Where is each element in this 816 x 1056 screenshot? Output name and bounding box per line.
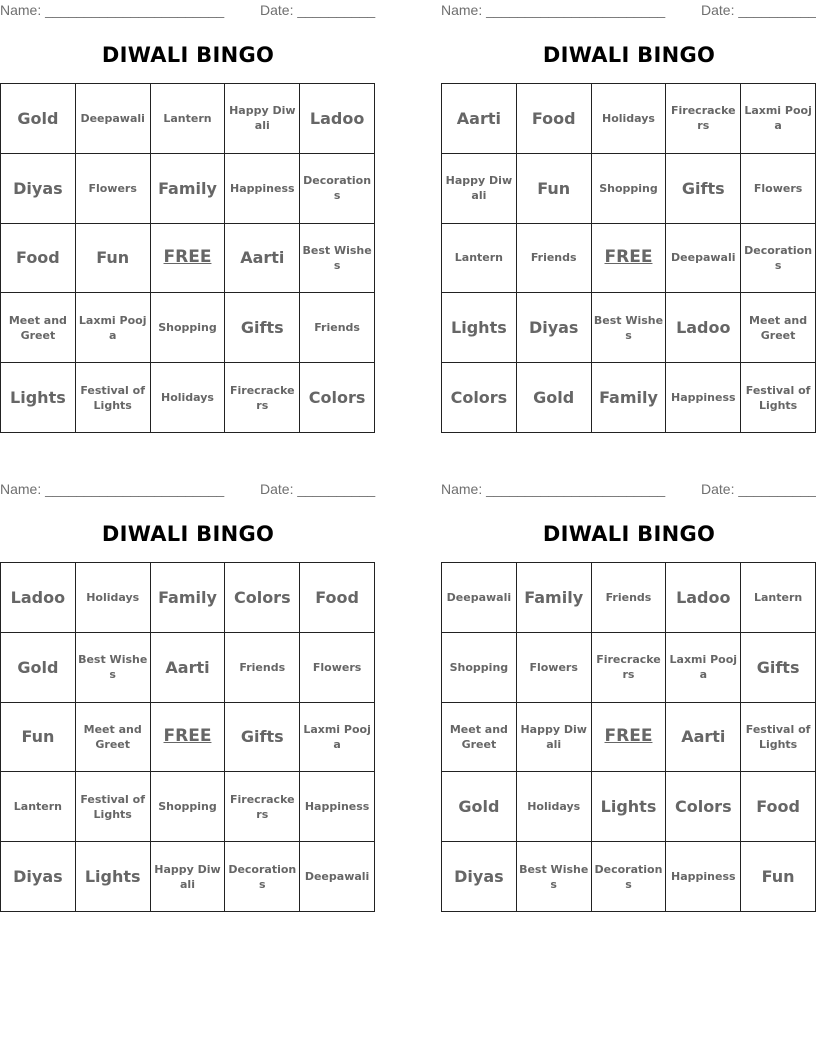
bingo-cell: Food <box>517 84 592 154</box>
bingo-cell: Gold <box>1 84 76 154</box>
bingo-grid <box>0 83 375 433</box>
name-field: Name: _______________________ <box>0 481 225 497</box>
bingo-cell: Friends <box>225 633 300 703</box>
bingo-cell: Deepawali <box>300 842 375 912</box>
bingo-cell: Laxmi Pooja <box>741 84 816 154</box>
bingo-cell: Best Wishes <box>300 224 375 294</box>
bingo-cell: Holidays <box>76 563 151 633</box>
bingo-cell: Decorations <box>225 842 300 912</box>
bingo-cell: Friends <box>517 224 592 294</box>
bingo-cell: Aarti <box>666 703 741 773</box>
bingo-cell: Food <box>1 224 76 294</box>
bingo-cell: Festival of Lights <box>741 363 816 433</box>
bingo-cell: Family <box>517 563 592 633</box>
bingo-cell: Laxmi Pooja <box>76 293 151 363</box>
card-title: DIWALI BINGO <box>542 522 716 546</box>
bingo-cell: Lantern <box>1 772 76 842</box>
date-field: Date: __________ <box>701 2 816 18</box>
name-field: Name: _______________________ <box>0 2 225 18</box>
bingo-cell: Decorations <box>592 842 667 912</box>
card-header-fields <box>0 481 376 501</box>
bingo-cell: Flowers <box>300 633 375 703</box>
bingo-cell: Festival of Lights <box>76 772 151 842</box>
bingo-cell: Lights <box>592 772 667 842</box>
bingo-cell: Lantern <box>442 224 517 294</box>
bingo-cell: Lantern <box>741 563 816 633</box>
bingo-cell: Food <box>300 563 375 633</box>
bingo-cell: Meet and Greet <box>76 703 151 773</box>
bingo-grid <box>441 83 816 433</box>
bingo-cell: Firecrackers <box>666 84 741 154</box>
bingo-cell: Firecrackers <box>225 363 300 433</box>
bingo-cell: Lights <box>442 293 517 363</box>
bingo-grid <box>0 562 375 912</box>
bingo-cell: Decorations <box>300 154 375 224</box>
bingo-cell: Happy Diwali <box>442 154 517 224</box>
bingo-cell: Laxmi Pooja <box>300 703 375 773</box>
bingo-card-1 <box>0 0 376 432</box>
bingo-cell: Happiness <box>300 772 375 842</box>
bingo-cell: Lights <box>76 842 151 912</box>
bingo-cell: Fun <box>741 842 816 912</box>
bingo-cell: Diyas <box>1 842 76 912</box>
date-field: Date: __________ <box>701 481 816 497</box>
bingo-cell: Food <box>741 772 816 842</box>
free-space-cell: FREE <box>151 703 226 773</box>
bingo-cell: Festival of Lights <box>76 363 151 433</box>
bingo-cell: Happiness <box>666 363 741 433</box>
bingo-cell: Meet and Greet <box>1 293 76 363</box>
card-title: DIWALI BINGO <box>101 522 275 546</box>
bingo-cell: Holidays <box>151 363 226 433</box>
bingo-cell: Aarti <box>225 224 300 294</box>
card-header-fields <box>0 2 376 22</box>
bingo-cell: Happy Diwali <box>151 842 226 912</box>
name-field: Name: _______________________ <box>441 2 666 18</box>
free-space-cell: FREE <box>592 703 667 773</box>
bingo-cell: Aarti <box>151 633 226 703</box>
card-header-fields <box>441 2 816 22</box>
bingo-cell: Ladoo <box>300 84 375 154</box>
bingo-cell: Meet and Greet <box>442 703 517 773</box>
card-title: DIWALI BINGO <box>542 43 716 67</box>
bingo-cell: Ladoo <box>666 563 741 633</box>
bingo-cell: Colors <box>225 563 300 633</box>
card-title: DIWALI BINGO <box>101 43 275 67</box>
bingo-cell: Gifts <box>741 633 816 703</box>
bingo-cell: Shopping <box>151 293 226 363</box>
bingo-cell: Gifts <box>666 154 741 224</box>
bingo-cell: Gold <box>517 363 592 433</box>
bingo-cell: Friends <box>300 293 375 363</box>
bingo-card-4 <box>441 479 816 911</box>
bingo-cell: Deepawali <box>442 563 517 633</box>
bingo-cell: Deepawali <box>666 224 741 294</box>
bingo-cell: Meet and Greet <box>741 293 816 363</box>
bingo-cell: Ladoo <box>1 563 76 633</box>
bingo-cell: Decorations <box>741 224 816 294</box>
bingo-cell: Happiness <box>225 154 300 224</box>
bingo-cell: Firecrackers <box>225 772 300 842</box>
date-field: Date: __________ <box>260 2 376 18</box>
free-space-cell: FREE <box>592 224 667 294</box>
bingo-cell: Flowers <box>517 633 592 703</box>
bingo-cell: Best Wishes <box>76 633 151 703</box>
bingo-card-3 <box>0 479 376 911</box>
bingo-cell: Ladoo <box>666 293 741 363</box>
bingo-cell: Best Wishes <box>517 842 592 912</box>
bingo-cell: Gifts <box>225 293 300 363</box>
bingo-cell: Lights <box>1 363 76 433</box>
bingo-cell: Fun <box>517 154 592 224</box>
bingo-cell: Holidays <box>592 84 667 154</box>
bingo-cell: Gold <box>442 772 517 842</box>
bingo-cell: Laxmi Pooja <box>666 633 741 703</box>
bingo-cell: Flowers <box>741 154 816 224</box>
bingo-cell: Holidays <box>517 772 592 842</box>
bingo-cell: Happiness <box>666 842 741 912</box>
bingo-cell: Happy Diwali <box>225 84 300 154</box>
bingo-cell: Aarti <box>442 84 517 154</box>
bingo-cell: Diyas <box>1 154 76 224</box>
bingo-cell: Diyas <box>442 842 517 912</box>
date-field: Date: __________ <box>260 481 376 497</box>
bingo-cell: Fun <box>1 703 76 773</box>
bingo-cell: Shopping <box>442 633 517 703</box>
bingo-cell: Best Wishes <box>592 293 667 363</box>
free-space-cell: FREE <box>151 224 226 294</box>
bingo-cell: Family <box>151 154 226 224</box>
bingo-cell: Flowers <box>76 154 151 224</box>
bingo-cell: Shopping <box>151 772 226 842</box>
card-header-fields <box>441 481 816 501</box>
bingo-cell: Diyas <box>517 293 592 363</box>
bingo-cell: Family <box>151 563 226 633</box>
bingo-grid <box>441 562 816 912</box>
bingo-cell: Family <box>592 363 667 433</box>
bingo-cell: Gold <box>1 633 76 703</box>
bingo-cell: Colors <box>666 772 741 842</box>
bingo-cell: Lantern <box>151 84 226 154</box>
bingo-cell: Gifts <box>225 703 300 773</box>
name-field: Name: _______________________ <box>441 481 666 497</box>
bingo-cell: Deepawali <box>76 84 151 154</box>
bingo-cell: Shopping <box>592 154 667 224</box>
bingo-cell: Friends <box>592 563 667 633</box>
bingo-cell: Festival of Lights <box>741 703 816 773</box>
bingo-cell: Colors <box>300 363 375 433</box>
bingo-cell: Fun <box>76 224 151 294</box>
bingo-cell: Happy Diwali <box>517 703 592 773</box>
bingo-cell: Colors <box>442 363 517 433</box>
bingo-card-2 <box>441 0 816 432</box>
bingo-cell: Firecrackers <box>592 633 667 703</box>
